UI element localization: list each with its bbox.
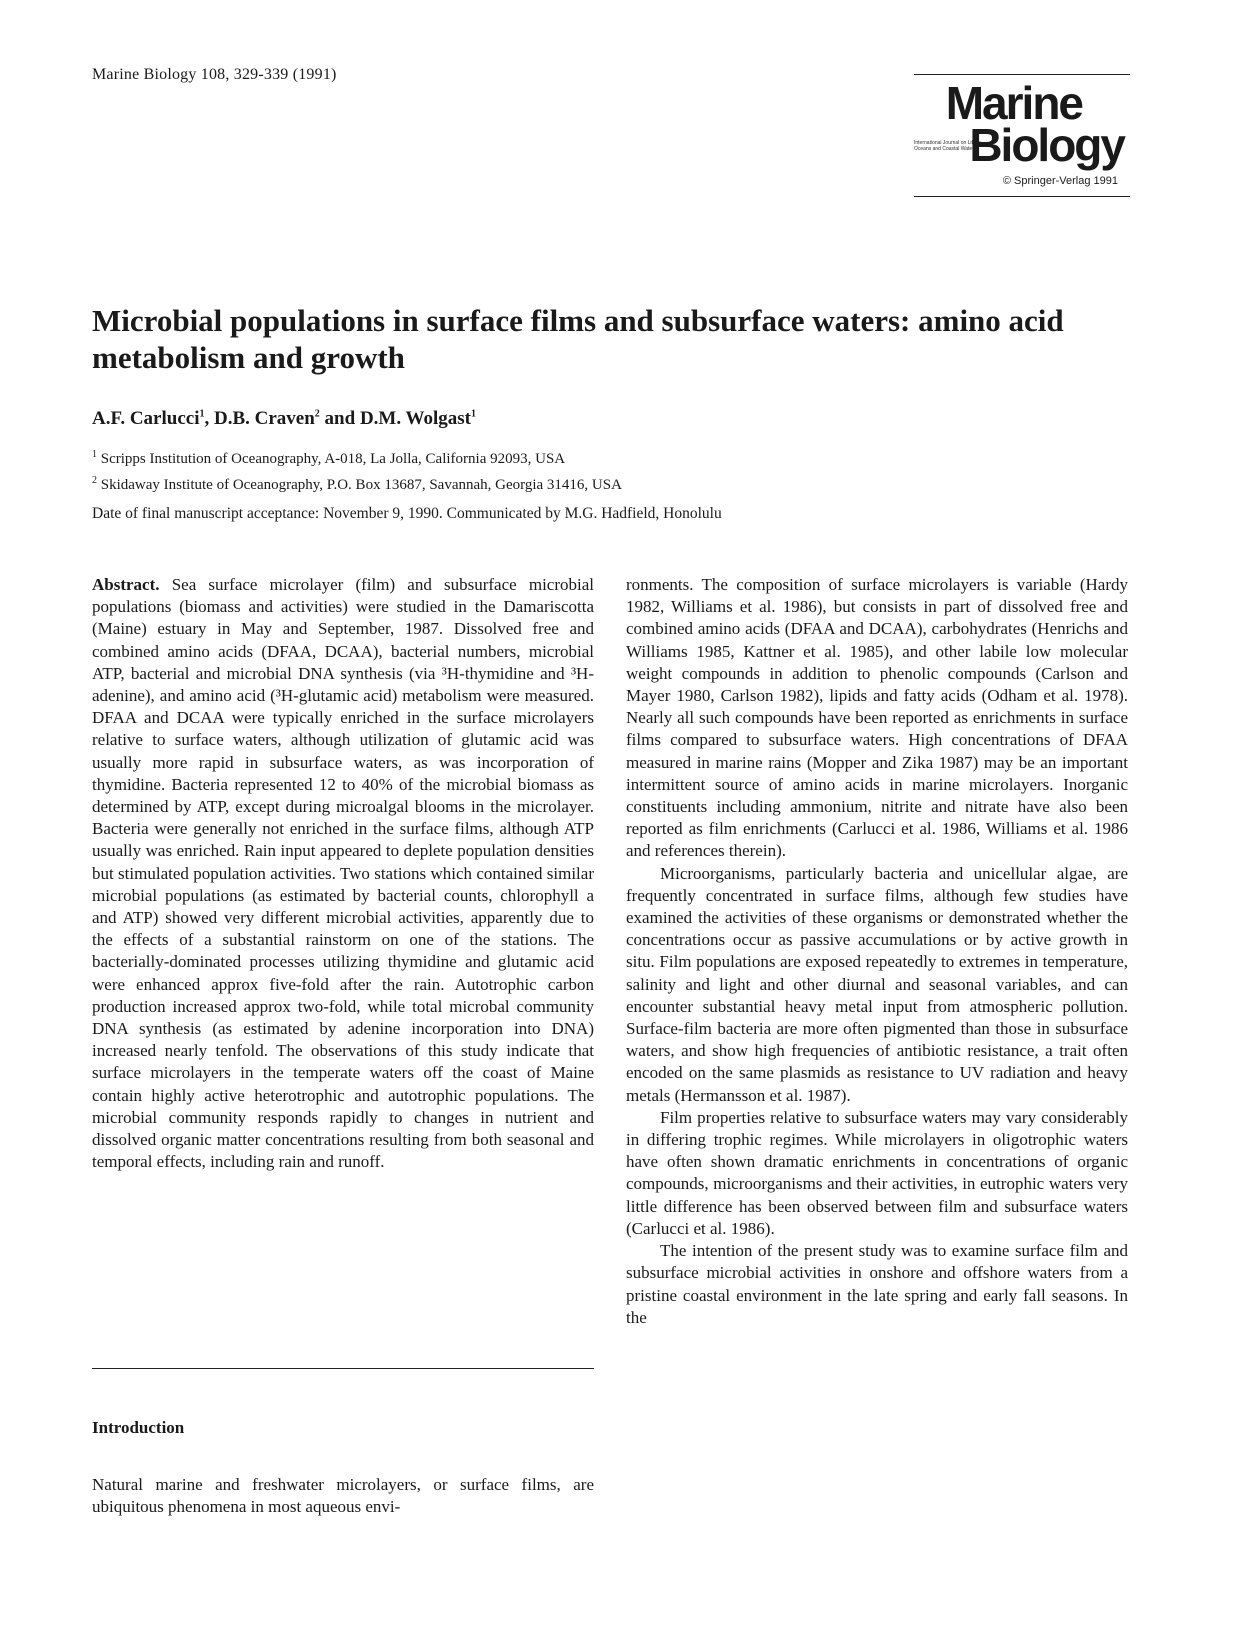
left-column bbox=[92, 574, 594, 1173]
affiliation-mark: 1 bbox=[92, 449, 97, 460]
author-affil-mark: 2 bbox=[314, 408, 320, 420]
logo-rule-top bbox=[914, 74, 1130, 75]
journal-reference: Marine Biology 108, 329-339 (1991) bbox=[92, 66, 337, 83]
affiliation-text: Skidaway Institute of Oceanography, P.O. Box 13687, Savannah, Georgia 31416, USA bbox=[100, 477, 622, 493]
author-name: A.F. Carlucci bbox=[92, 408, 200, 429]
journal-logo bbox=[914, 74, 1130, 202]
affiliation-text: Scripps Institution of Oceanography, A-018, La Jolla, California 92093, USA bbox=[100, 451, 566, 467]
author-name: D.B. Craven bbox=[213, 408, 315, 429]
author-list bbox=[92, 408, 476, 430]
logo-rule-bottom bbox=[914, 196, 1130, 197]
abstract-label: Abstract. bbox=[92, 575, 160, 594]
body-paragraph: ronments. The composition of surface microlayers is variable (Hardy 1982, Williams et al. 1986), but consists in part of dissolved free and combined amino acids (DFAA and DCAA), carbohydrates (Henrichs and Williams 1985, Kattner et al. 1985), and other labile low molecular weight compounds in addition to phenolic compounds (Carlson and Mayer 1980, Carlson 1982), lipids and fatty acids (Odham et al. 1978). Nearly all such compounds have been reported as enrichments in surface films compared to subsurface waters. High concentrations of DFAA measured in marine rains (Mopper and Zika 1987) may be an important intermittent source of amino acids in marine microlayers. Inorganic constituents including ammonium, nitrite and nitrate have also been reported as film enrichments (Carlucci et al. 1986, Williams et al. 1986 and references therein). bbox=[626, 575, 1128, 861]
abstract-text: Sea surface microlayer (film) and subsurface microbial populations (biomass and activities) were studied in the Damariscotta (Maine) estuary in May and September, 1987. Dissolved free and combined amino acids (DFAA, DCAA), bacterial numbers, microbial ATP, bacterial and microbial DNA synthesis (via ³H-thymidine and ³H-adenine), and amino acid (³H-glutamic acid) metabolism were measured. DFAA and DCAA were typically enriched in the surface microlayers relative to surface waters, although utilization of glutamic acid was usually more rapid in subsurface waters, as was incorporation of thymidine. Bacteria represented 12 to 40% of the microbial biomass as determined by ATP, except during microalgal blooms in the microlayer. Bacteria were generally not enriched in the surface films, although ATP usually was enriched. Rain input appeared to deplete population densities but stimulated population activities. Two stations which contained similar microbial populations (as estimated by bacterial counts, chlorophyll a and ATP) showed very different microbial activities, apparently due to the effects of a substantial rainstorm on one of the stations. The bacterially-dominated processes utilizing thymidine and glutamic acid were enhanced approx five-fold after the rain. Autotrophic carbon production increased approx two-fold, while total microbal community DNA synthesis (as estimated by adenine incorporation into DNA) increased nearly tenfold. The observations of this study indicate that surface microlayers in the temperate waters off the coast of Maine contain highly active heterotrophic and autotrophic populations. The microbial community responds rapidly to changes in nutrient and dissolved organic matter concentrations resulting from both seasonal and temporal effects, including rain and runoff. bbox=[92, 575, 594, 1172]
body-paragraph: Film properties relative to subsurface waters may vary considerably in differing trophic regimes. While microlayers in oligotrophic waters have often shown dramatic enrichments in concentrations of organic compounds, microorganisms and their activities, in eutrophic waters very little difference has been observed between film and subsurface waters (Carlucci et al. 1986). bbox=[626, 1107, 1128, 1238]
acceptance-dateline: Date of final manuscript acceptance: November 9, 1990. Communicated by M.G. Hadfield, Honolulu bbox=[92, 505, 722, 522]
author-affil-mark: 1 bbox=[470, 408, 476, 420]
affiliations bbox=[92, 444, 622, 496]
author-affil-mark: 1 bbox=[199, 408, 205, 420]
abstract-separator bbox=[92, 1368, 594, 1369]
logo-word-marine: Marine bbox=[945, 77, 1082, 129]
affiliation bbox=[92, 444, 622, 470]
introduction-paragraph: Natural marine and freshwater microlayers, or surface films, are ubiquitous phenomena in most aqueous envi- bbox=[92, 1475, 594, 1517]
right-column bbox=[626, 574, 1128, 1329]
copyright-notice: © Springer-Verlag 1991 bbox=[1002, 175, 1118, 187]
author-separator: , bbox=[204, 408, 214, 429]
abstract bbox=[92, 574, 594, 1173]
section-heading-introduction: Introduction bbox=[92, 1418, 185, 1437]
article-title: Microbial populations in surface films and subsurface waters: amino acid metabolism and growth bbox=[92, 303, 1064, 375]
body-paragraph: The intention of the present study was to examine surface film and subsurface microbial activities in onshore and offshore waters from a pristine coastal environment in the late spring and early fall seasons. In the bbox=[626, 1241, 1128, 1327]
affiliation-mark: 2 bbox=[92, 475, 97, 486]
body-paragraph: Microorganisms, particularly bacteria and unicellular algae, are frequently concentrated in surface films, although few studies have examined the activities of these organisms or demonstrated whether the concentrations occur as passive accumulations or by active growth in situ. Film populations are exposed repeatedly to extremes in temperature, salinity and light and other diurnal and seasonal variables, and can encounter substantial heavy metal input from atmospheric pollution. Surface-film bacteria are more often pigmented than those in subsurface waters, and show high frequencies of antibiotic resistance, a trait often encoded on the same plasmids as resistance to UV radiation and heavy metals (Hermansson et al. 1987). bbox=[626, 863, 1128, 1105]
logo-word-biology: Biology bbox=[969, 119, 1124, 171]
author-separator: and bbox=[319, 408, 360, 429]
author-name: D.M. Wolgast bbox=[359, 408, 471, 429]
affiliation bbox=[92, 470, 622, 496]
logo-tagline: International Journal on Life in Oceans and Coastal Waters bbox=[914, 140, 981, 152]
